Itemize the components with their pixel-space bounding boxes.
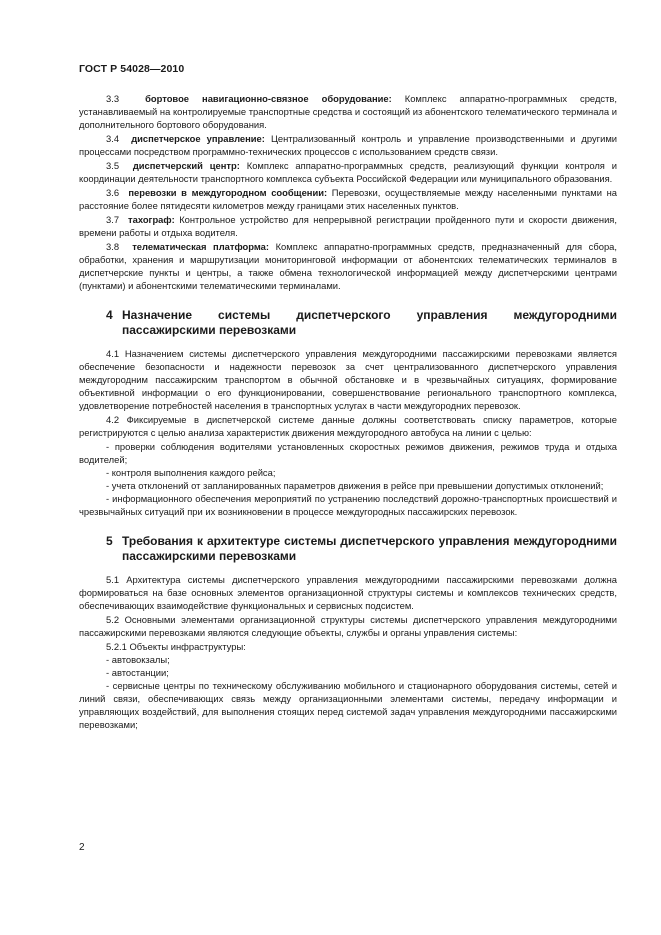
- page-number: 2: [79, 842, 85, 853]
- paragraph-5-2-1: 5.2.1 Объекты инфраструктуры:: [106, 641, 246, 652]
- term-text: Комплекс аппаратно-программных средств, предназначенный для сбора, обработки, хранения и маршрутизации мониторинговой информации от абонентских телематических терминалов в диспетчерские пункты и центры, а также обмена технологической информацией между диспетчерскими центрами (пунктами) и абонентскими телематическими терминалами.: [79, 241, 617, 291]
- list-item: - учета отклонений от запланированных параметров движения в рейсе при превышении допустимых отклонений;: [106, 480, 604, 491]
- term-name: диспетчерский центр:: [132, 160, 240, 171]
- term-definition: [79, 240, 617, 292]
- term-definition: [79, 213, 617, 239]
- term-text: Централизованный контроль и управление производственными и другими процессами посредством программно-технических процессов с использованием средств связи.: [79, 133, 617, 157]
- list-item: - информационного обеспечения мероприятий по устранению последствий дорожно-транспортных происшествий и чрезвычайных ситуаций при их возникновении в процессе междугородных пассажирских перевозок.: [79, 493, 617, 517]
- term-name: телематическая платформа:: [132, 241, 270, 252]
- section-5-heading: [106, 534, 617, 564]
- paragraph-5-1: 5.1 Архитектура системы диспетчерского управления междугородними пассажирскими перевозками должна формироваться на базе основных элементов организационной структуры системы и комплексов технических средств, обеспечивающих взаимодействие функциональных и сервисных подсистем.: [79, 574, 617, 611]
- term-number: 3.8: [106, 241, 120, 252]
- paragraph-4-2: 4.2 Фиксируемые в диспетчерской системе данные должны соответствовать списку параметров, которые регистрируются с целью анализа характеристик движения междугородного автобуса на линии с целью:: [79, 414, 617, 438]
- term-definition: [79, 92, 617, 131]
- document-header: ГОСТ Р 54028—2010: [79, 63, 185, 75]
- list-item: - проверки соблюдения водителями установленных скоростных режимов движения, режимов труда и отдыха водителей;: [79, 441, 617, 465]
- section-4-heading: [106, 308, 617, 338]
- section-number: 4: [106, 308, 113, 322]
- list-item: - контроля выполнения каждого рейса;: [106, 467, 276, 478]
- section-title: Требования к архитектуре системы диспетчерского управления междугородними пассажирскими перевозками: [122, 534, 617, 563]
- list-item: - автовокзалы;: [106, 654, 170, 665]
- term-text: Комплекс аппаратно-программных средств, устанавливаемый на контролируемые транспортные средства и состоящий из абонентского телематического терминала и дополнительного бортового оборудования.: [79, 93, 617, 130]
- term-definition: [79, 132, 617, 158]
- term-definition: [79, 159, 617, 185]
- term-number: 3.4: [106, 133, 120, 144]
- term-number: 3.5: [106, 160, 120, 171]
- term-name: диспетчерское управление:: [131, 133, 265, 144]
- term-text: Комплекс аппаратно-программных средств, реализующий функции контроля и координации деятельности транспортного комплекса субъекта Российской Федерации или муниципального образования.: [79, 160, 617, 184]
- term-number: 3.3: [106, 93, 120, 104]
- term-definition: [79, 186, 617, 212]
- term-name: бортовое навигационно-связное оборудование:: [145, 93, 392, 104]
- term-name: перевозки в междугородном сообщении:: [128, 187, 328, 198]
- term-number: 3.6: [106, 187, 120, 198]
- paragraph-4-1: 4.1 Назначением системы диспетчерского управления междугородними пассажирскими перевозками является обеспечение безопасности и надежности перевозок за счет централизованного диспетчерского управления междугородним пассажирским транспортом в обычной обстановке и в чрезвычайных ситуациях, формирование объективной информации о его функционировании, совершенствование регионального транспортного комплекса, удовлетворение потребностей населения в транспортных услугах в части междугородних перевозок.: [79, 348, 617, 411]
- term-number: 3.7: [106, 214, 120, 225]
- section-title: Назначение системы диспетчерского управления междугородними пассажирскими перевозками: [122, 308, 617, 337]
- term-text: Контрольное устройство для непрерывной регистрации пройденного пути и скорости движения, времени работы и отдыха водителя.: [79, 214, 617, 238]
- term-name: тахограф:: [128, 214, 175, 225]
- list-item: - автостанции;: [106, 667, 169, 678]
- list-item: - сервисные центры по техническому обслуживанию мобильного и стационарного оборудования системы, сетей и линий связи, обеспечивающих связь между организационными элементами системы, передачу информации и управляющих воздействий, для выполнения стоящих перед системой задач управления междугородними пассажирскими перевозками;: [79, 680, 617, 730]
- document-body: [79, 92, 617, 731]
- paragraph-5-2: 5.2 Основными элементами организационной структуры системы диспетчерского управления междугородними пассажирскими перевозками являются следующие объекты, службы и органы управления системы:: [79, 614, 617, 638]
- term-text: Перевозки, осуществляемые между населенными пунктами на расстояние более пятидесяти километров между границами этих населенных пунктов.: [79, 187, 617, 211]
- section-number: 5: [106, 534, 113, 548]
